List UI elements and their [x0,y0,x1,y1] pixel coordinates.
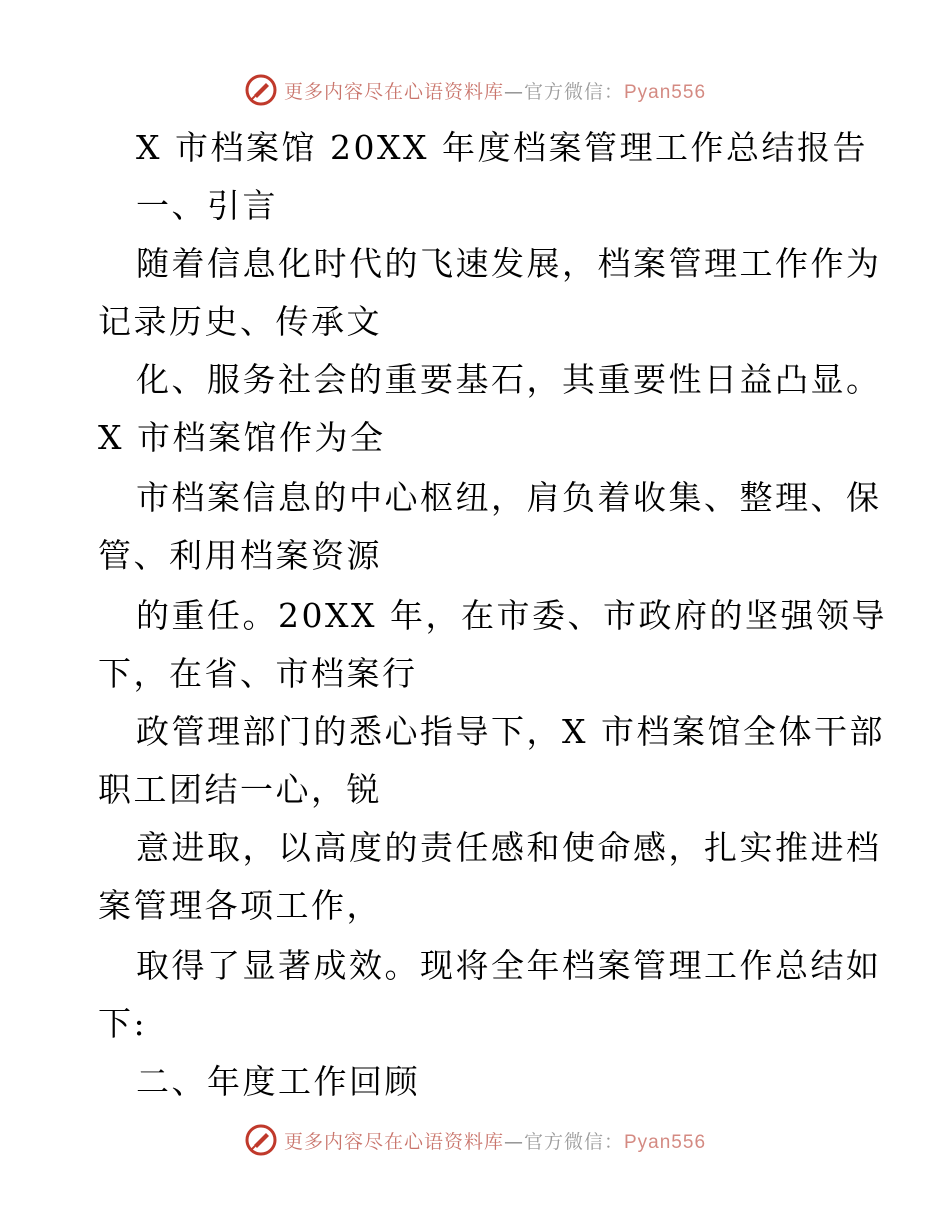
section-heading-introduction: 一、引言 [136,186,278,225]
watermark-wechat-id: Pyan556 [624,81,707,103]
section-heading-annual-review: 二、年度工作回顾 [136,1062,420,1101]
brand-logo-icon [244,73,278,107]
document-title: X 市档案馆 20XX 年度档案管理工作总结报告 [136,128,868,167]
paragraph-line: 下: [98,1004,148,1043]
watermark-dash: — [503,1130,524,1153]
brand-logo-icon [244,1123,278,1157]
watermark-header [0,70,950,110]
watermark-footer [0,1120,950,1160]
paragraph-line: 下，在省、市档案行 [98,654,418,693]
paragraph-line: 随着信息化时代的飞速发展，档案管理工作作为 [136,244,882,283]
paragraph-line: 取得了显著成效。现将全年档案管理工作总结如 [136,946,882,985]
paragraph-line: 管、利用档案资源 [98,536,382,575]
watermark-wechat-label: 官方微信： [523,80,624,103]
watermark-dash: — [503,80,524,103]
paragraph-line: 记录历史、传承文 [98,302,382,341]
watermark-wechat-label: 官方微信： [523,1130,624,1153]
paragraph-line: 政管理部门的悉心指导下，X 市档案馆全体干部 [136,712,885,751]
watermark-main-text: 更多内容尽在心语资料库 [283,80,504,103]
paragraph-line: 化、服务社会的重要基石，其重要性日益凸显。 [136,360,882,399]
paragraph-line: X 市档案馆作为全 [98,418,386,457]
watermark-wechat-id: Pyan556 [624,1131,707,1153]
watermark-main-text: 更多内容尽在心语资料库 [283,1130,504,1153]
paragraph-line: 的重任。20XX 年，在市委、市政府的坚强领导 [136,596,887,635]
paragraph-line: 意进取，以高度的责任感和使命感，扎实推进档 [136,828,882,867]
paragraph-line: 市档案信息的中心枢纽，肩负着收集、整理、保 [136,478,882,517]
paragraph-line: 职工团结一心，锐 [98,770,382,809]
paragraph-line: 案管理各项工作， [98,886,382,925]
